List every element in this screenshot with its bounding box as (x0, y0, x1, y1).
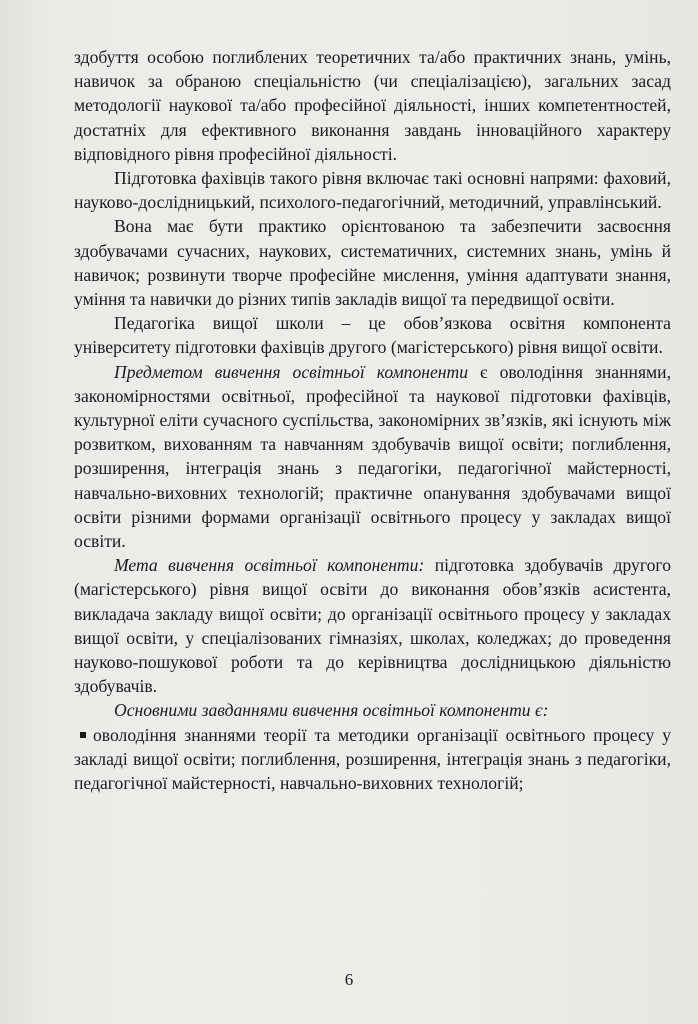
paragraph-1: здобуття особою поглиблених теоретичних та/або практичних знань, умінь, навичок за обраною спеціальністю (чи спеціалізацією), загальних засад методології наукової та/або професійної діяльності, інших компетентностей, достатніх для ефективного виконання завдань інноваційного характеру відповідного рівня професійної діяльності. (74, 47, 671, 164)
paragraph-4: Педагогіка вищої школи – це обов’язкова освітня компонента університету підготовки фахівців другого (магістерського) рівня вищої освіти. (74, 313, 671, 358)
bullet-square-icon (80, 732, 86, 738)
goal-label: Мета вивчення освітньої компоненти: (114, 555, 425, 576)
goal-text: підготовка здобувачів другого (магістерського) рівня вищої освіти до виконання обов’язків асистента, викладача закладу вищої освіти; до організації освітнього процесу у закладах вищої освіти, у спеціалізованих гімназіях, школах, коледжах; до проведення науково-пошукової роботи та до керівництва дослідницькою діяльністю здобувачів. (74, 555, 671, 697)
paragraph-6 (74, 553, 671, 698)
subject-text: є оволодіння знаннями, закономірностями освітньої, професійної та наукової підготовки фахівців, культурної еліти сучасного суспільства, закономірних зв’язків, які існують між розвитком, вихованням та навчанням здобувачів вищої освіти; поглиблення, розширення, інтеграція знань з педагогіки, педагогічної майстерності, навчально-виховних технологій; практичне опанування здобувачами вищої освіти різними формами організації освітнього процесу у закладах вищої освіти. (74, 361, 671, 552)
bullet-item-text: оволодіння знаннями теорії та методики організації освітнього процесу у закладі вищої освіти; поглиблення, розширення, інтеграція знань з педагогіки, педагогічної майстерності, навчально-виховних технологій; (74, 724, 671, 794)
subject-label: Предметом вивчення освітньої компоненти (114, 361, 469, 382)
paragraph-3: Вона має бути практико орієнтованою та забезпечити засвоєння здобувачами сучасних, наукових, систематичних, системних знань, умінь й навичок; розвинути творче професійне мислення, уміння адаптувати знання, уміння та навички до різних типів закладів вищої та передвищої освіти. (74, 216, 671, 310)
page-number: 6 (344, 970, 354, 989)
bullet-item (74, 723, 671, 796)
paragraph-2: Підготовка фахівців такого рівня включає такі основні напрями: фаховий, науково-дослідницький, психолого-педагогічний, методичний, управлінський. (74, 168, 671, 213)
body-text (74, 45, 671, 795)
paragraph-7 (74, 698, 671, 722)
tasks-label: Основними завданнями вивчення освітньої компоненти є: (114, 700, 549, 721)
paragraph-5 (74, 360, 671, 554)
